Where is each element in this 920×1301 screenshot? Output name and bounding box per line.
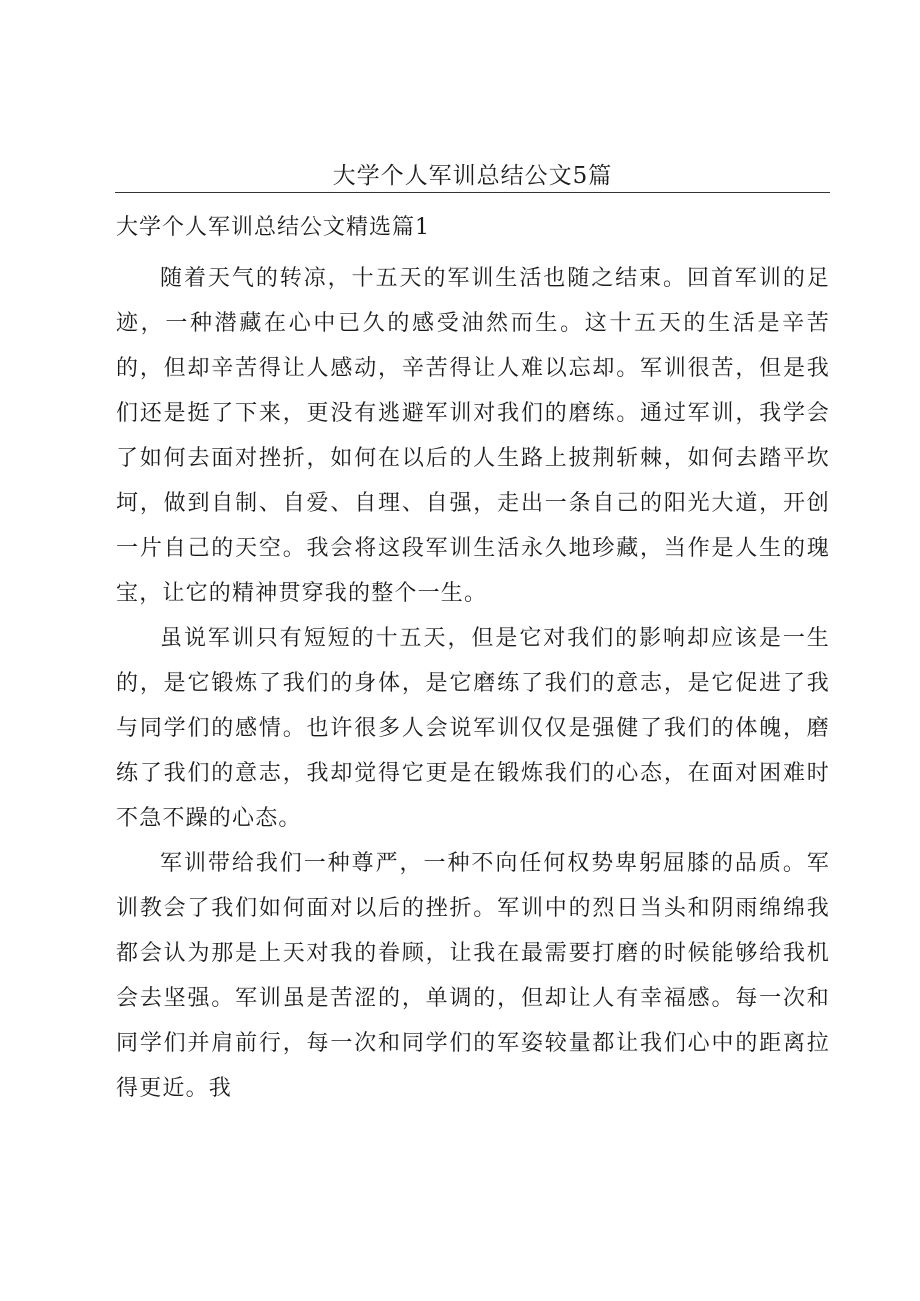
section-title: 大学个人军训总结公文精选篇1 — [116, 215, 430, 240]
paragraph-3: 军训带给我们一种尊严，一种不向任何权势卑躬屈膝的品质。军训教会了我们如何面对以后的挫折。军训中的烈日当头和阴雨绵绵我都会认为那是上天对我的眷顾，让我在最需要打磨的时候能够给我机会去坚强。军训虽是苦涩的，单调的，但却让人有幸福感。每一次和同学们并肩前行，每一次和同学们的军姿较量都让我们心中的距离拉得更近。我 — [116, 851, 830, 1101]
document-body — [116, 210, 830, 1111]
paragraph-2: 虽说军训只有短短的十五天，但是它对我们的影响却应该是一生的，是它锻炼了我们的身体，是它磨练了我们的意志，是它促进了我与同学们的感情。也许很多人会说军训仅仅是强健了我们的体魄，磨练了我们的意志，我却觉得它更是在锻炼我们的心态，在面对困难时不急不躁的心态。 — [116, 626, 830, 831]
page-header — [115, 160, 830, 193]
paragraph-1: 随着天气的转凉，十五天的军训生活也随之结束。回首军训的足迹，一种潜藏在心中已久的感受油然而生。这十五天的生活是辛苦的，但却辛苦得让人感动，辛苦得让人难以忘却。军训很苦，但是我们还是挺了下来，更没有逃避军训对我们的磨练。通过军训，我学会了如何去面对挫折，如何在以后的人生路上披荆斩棘，如何去踏平坎坷，做到自制、自爱、自理、自强，走出一条自己的阳光大道，开创一片自己的天空。我会将这段军训生活永久地珍藏，当作是人生的瑰宝，让它的精神贯穿我的整个一生。 — [116, 266, 830, 606]
header-title: 大学个人军训总结公文5篇 — [332, 163, 613, 189]
